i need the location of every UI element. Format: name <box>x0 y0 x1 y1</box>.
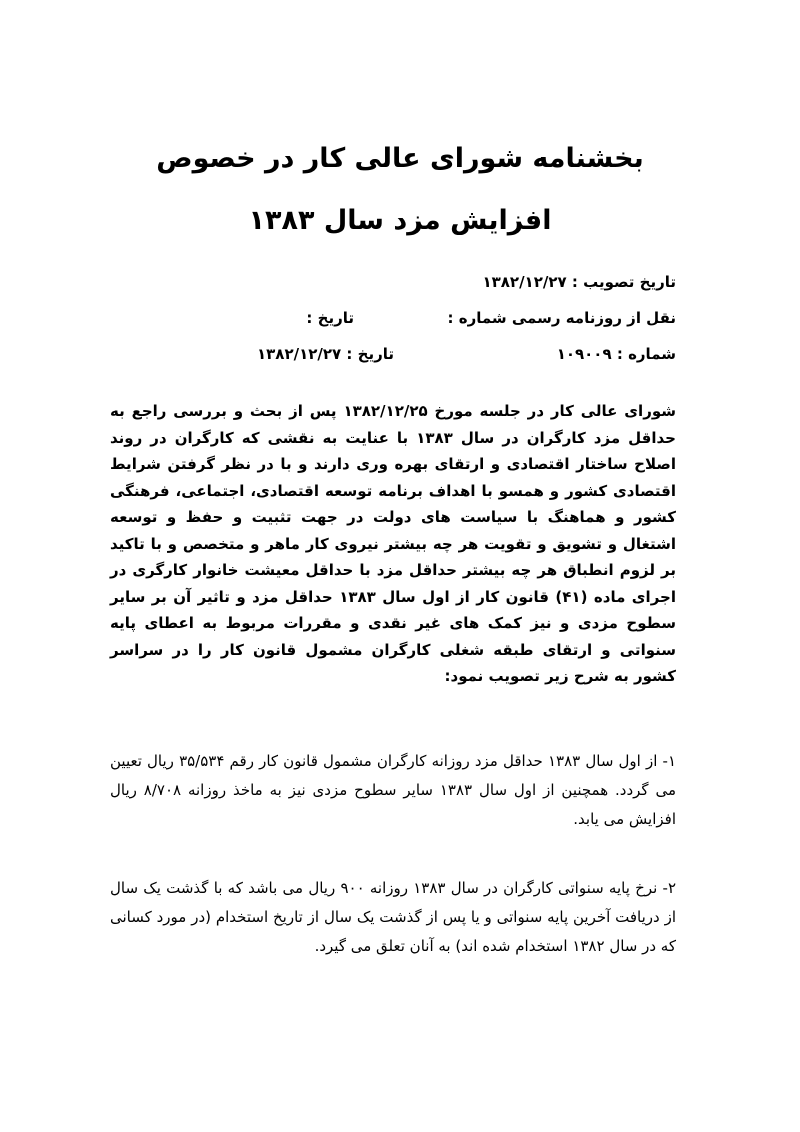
document-meta <box>116 264 676 372</box>
meta-row-number <box>116 336 676 372</box>
meta-row-approval <box>116 264 676 300</box>
clause-1: ۱- از اول سال ۱۳۸۳ حداقل مزد روزانه کارگران مشمول قانون کار رقم ۳۵/۵۳۴ ریال تعیین می گردد. همچنین از اول سال ۱۳۸۳ سایر سطوح مزدی نیز به ماخذ روزانه ۸/۷۰۸ ریال افزایش می یابد. <box>110 752 677 828</box>
gazette-source: نقل از روزنامه رسمی شماره : <box>447 309 676 327</box>
document-date: تاریخ : ۱۳۸۲/۱۲/۲۷ <box>257 345 394 363</box>
intro-paragraph: شورای عالی کار در جلسه مورخ ۱۳۸۲/۱۲/۲۵ پس از بحث و بررسی راجع به حداقل مزد کارگران در سال ۱۳۸۳ با عنایت به نقشی که کارگران در روند اصلاح ساختار اقتصادی و ارتقای بهره وری دارند و با در نظر گرفتن شرایط اقتصادی کشور و همسو با اهداف برنامه توسعه اقتصادی، اجتماعی، فرهنگی کشور و هماهنگ با سیاست های دولت در جهت تثبیت و حفظ و توسعه اشتغال و تشویق و تقویت هر چه بیشتر نیروی کار ماهر و متخصص و با تاکید بر لزوم انطباق هر چه بیشتر حداقل مزد با حداقل معیشت خانوار کارگری در اجرای ماده (۴۱) قانون کار از اول سال ۱۳۸۳ حداقل مزد و تاثیر آن بر سایر سطوح مزدی و نیز کمک های غیر نقدی و مقررات مربوط به اعطای پایه سنواتی و ارتقای طبقه شغلی کارگران مشمول قانون کار را در سراسر کشور به شرح زیر تصویب نمود: <box>110 402 676 685</box>
document-number: شماره : ۱۰۹۰۰۹ <box>556 345 676 363</box>
approval-date: تاریخ تصویب : ۱۳۸۲/۱۲/۲۷ <box>482 273 676 291</box>
clause-2: ۲- نرخ پایه سنواتی کارگران در سال ۱۳۸۳ روزانه ۹۰۰ ریال می باشد که با گذشت یک سال از دریافت آخرین پایه سنواتی و یا پس از گذشت یک سال از تاریخ استخدام (در مورد کسانی که در سال ۱۳۸۲ استخدام شده اند) به آنان تعلق می گیرد. <box>110 879 676 955</box>
gazette-date-label: تاریخ : <box>306 309 354 327</box>
document-title: بخشنامه شورای عالی کار در خصوص افزایش مزد سال ۱۳۸۳ <box>156 143 644 236</box>
meta-row-gazette <box>116 300 676 336</box>
